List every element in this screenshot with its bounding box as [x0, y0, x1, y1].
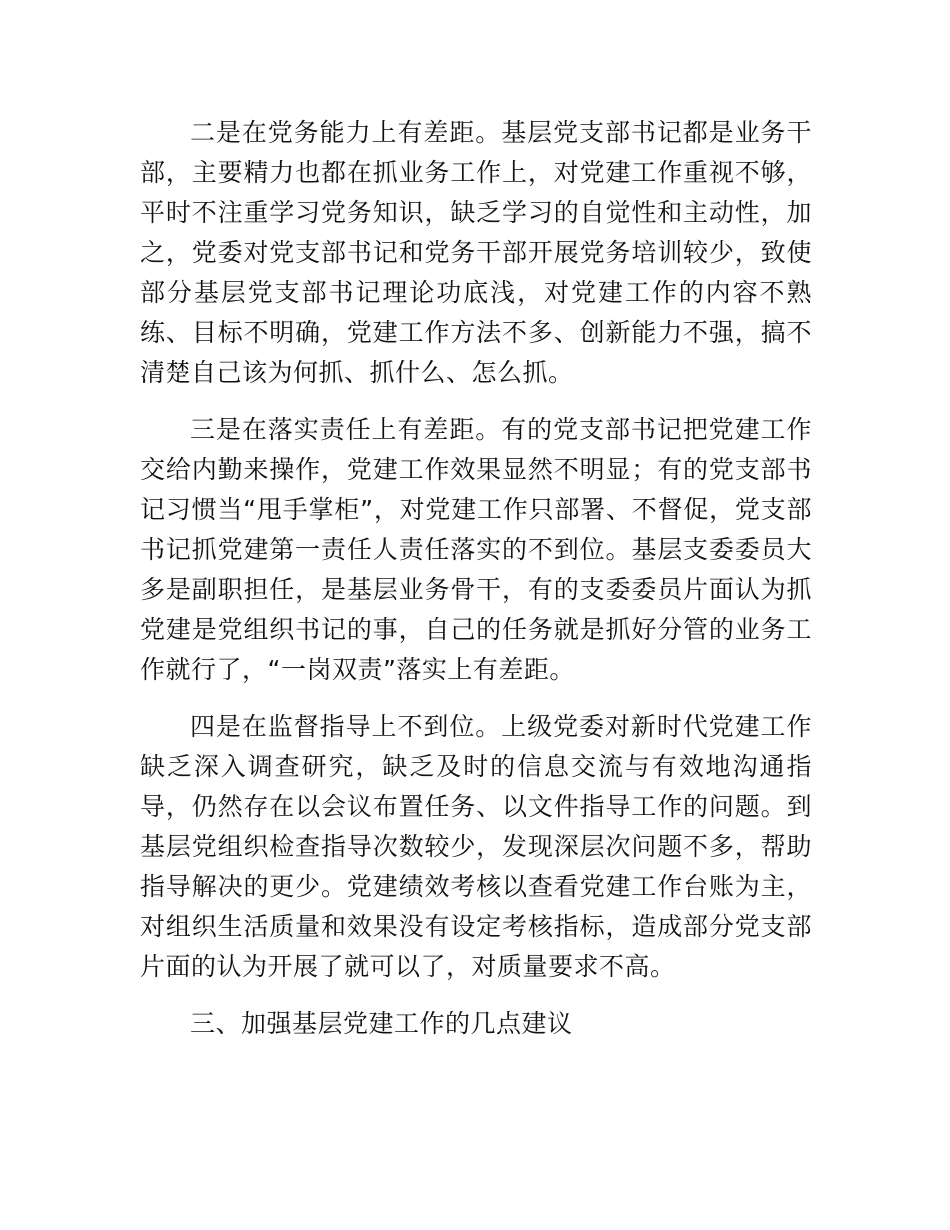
paragraph-responsibility-implementation: 三是在落实责任上有差距。有的党支部书记把党建工作交给内勤来操作，党建工作效果显然不明显；有的党支部书记习惯当“甩手掌柜”，对党建工作只部署、不督促，党支部书记抓党建第一责任人责任落实的不到位。基层支委委员大多是副职担任，是基层业务骨干，有的支委委员片面认为抓党建是党组织书记的事，自己的任务就是抓好分管的业务工作就行了，“一岗双责”落实上有差距。: [140, 415, 812, 684]
document-body: [140, 113, 812, 1044]
paragraph-party-affairs-capability: 二是在党务能力上有差距。基层党支部书记都是业务干部，主要精力也都在抓业务工作上，对党建工作重视不够，平时不注重学习党务知识，缺乏学习的自觉性和主动性，加之，党委对党支部书记和党务干部开展党务培训较少，致使部分基层党支部书记理论功底浅，对党建工作的内容不熟练、目标不明确，党建工作方法不多、创新能力不强，搞不清楚自己该为何抓、抓什么、怎么抓。: [140, 118, 812, 387]
section-heading: 三、加强基层党建工作的几点建议: [190, 1009, 573, 1038]
paragraph-supervision-guidance: 四是在监督指导上不到位。上级党委对新时代党建工作缺乏深入调查研究，缺乏及时的信息交流与有效地沟通指导，仍然存在以会议布置任务、以文件指导工作的问题。到基层党组织检查指导次数较少，发现深层次问题不多，帮助指导解决的更少。党建绩效考核以查看党建工作台账为主，对组织生活质量和效果没有设定考核指标，造成部分党支部片面的认为开展了就可以了，对质量要求不高。: [140, 712, 812, 981]
